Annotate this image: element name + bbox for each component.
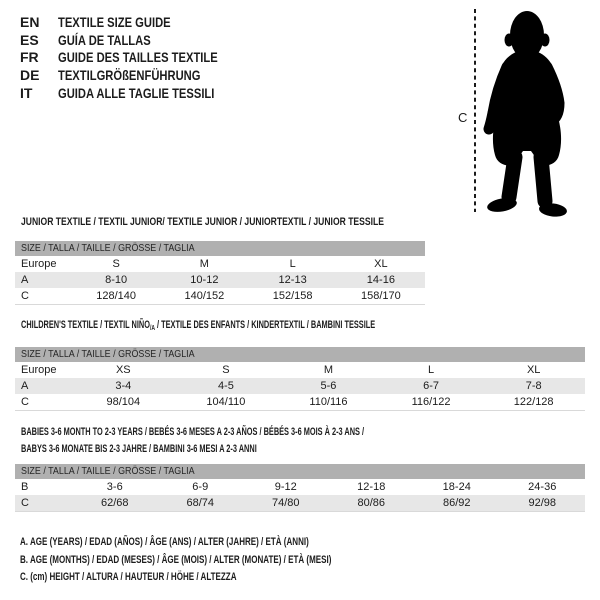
footnote-a: A. AGE (YEARS) / EDAD (AÑOS) / ÂGE (ANS) / ALTER (JAHRE) / ETÀ (ANNI) <box>20 536 309 548</box>
row-label: C <box>21 290 29 302</box>
size-header-bar: SIZE / TALLA / TAILLE / GRÖSSE / TAGLIA <box>15 347 585 362</box>
size-cell: 98/104 <box>106 396 141 408</box>
row-label: Europe <box>21 258 57 270</box>
size-cell: 110/116 <box>309 396 348 408</box>
babies-textile-section <box>15 424 585 512</box>
size-cell: 62/68 <box>100 497 129 509</box>
size-cell: 7-8 <box>525 380 542 392</box>
size-cell: L <box>428 364 435 376</box>
language-row-it <box>20 85 258 103</box>
size-cell: 6-7 <box>423 380 440 392</box>
size-cell: 6-9 <box>192 481 209 493</box>
language-code: EN <box>20 14 40 30</box>
childrens-size-table <box>15 347 585 411</box>
language-header <box>20 14 258 102</box>
row-label: Europe <box>21 364 57 376</box>
size-cell: 86/92 <box>442 497 471 509</box>
junior-table-title: JUNIOR TEXTILE / TEXTIL JUNIOR/ TEXTILE JUNIOR / JUNIORTEXTIL / JUNIOR TESSILE <box>21 216 384 228</box>
row-label: B <box>21 481 29 493</box>
language-row-fr <box>20 49 258 67</box>
size-cell: XL <box>374 258 388 270</box>
table-row-europe <box>15 362 585 378</box>
footnote-c: C. (cm) HEIGHT / ALTURA / HAUTEUR / HÖHE / ALTEZZA <box>20 571 237 583</box>
language-code: IT <box>20 84 33 101</box>
height-measure-figure <box>450 5 600 227</box>
size-cell: XS <box>115 364 131 376</box>
language-label: GUIDA ALLE TAGLIE TESSILI <box>58 84 215 101</box>
size-cell: M <box>323 364 334 376</box>
table-row-c <box>15 288 425 304</box>
babies-table-title: BABIES 3-6 MONTH TO 2-3 YEARS / BEBÉS 3-6 MESES A 2-3 AÑOS / BÉBÉS 3-6 MOIS À 2-3 ANS / BABYS 3-6 MONATE BIS 2-3 JAHRE / BAMBINI 3-6 MESI A 2-3 ANNI <box>21 426 365 455</box>
table-row-a <box>15 272 425 288</box>
table-row-europe <box>15 256 425 272</box>
size-cell: 92/98 <box>528 497 557 509</box>
language-code: FR <box>20 49 39 66</box>
language-label: TEXTILGRÖßENFÜHRUNG <box>58 67 201 84</box>
size-cell: 9-12 <box>274 481 297 493</box>
row-label: C <box>21 396 29 408</box>
size-cell: 140/152 <box>184 290 225 302</box>
size-cell: 104/110 <box>206 396 246 408</box>
size-cell: 12-18 <box>357 481 386 493</box>
baby-silhouette-icon <box>486 11 568 218</box>
size-cell: 24-36 <box>528 481 557 493</box>
table-row-c <box>15 394 585 410</box>
size-cell: 68/74 <box>186 497 215 509</box>
size-cell: XL <box>526 364 541 376</box>
size-cell: 4-5 <box>217 380 234 392</box>
language-row-es <box>20 32 258 50</box>
childrens-table-title: CHILDREN'S TEXTILE / TEXTIL $NIÑO_{/A}$ / TEXTILE DES ENFANTS / KINDERTEXTIL / BAMBINI TESSILE <box>21 319 376 332</box>
size-cell: 3-4 <box>115 380 132 392</box>
size-cell: L <box>289 258 296 270</box>
row-label: A <box>21 380 29 392</box>
language-label: TEXTILE SIZE GUIDE <box>58 14 171 30</box>
size-header-bar: SIZE / TALLA / TAILLE / GRÖSSE / TAGLIA <box>15 464 585 479</box>
size-cell: 116/122 <box>411 396 451 408</box>
size-cell: 12-13 <box>278 274 307 286</box>
size-cell: 10-12 <box>190 274 219 286</box>
table-row-a <box>15 378 585 394</box>
size-cell: 8-10 <box>105 274 128 286</box>
size-cell: 80/86 <box>357 497 386 509</box>
language-row-en <box>20 14 258 32</box>
size-cell: 158/170 <box>360 290 401 302</box>
junior-textile-section <box>15 216 486 305</box>
size-cell: 152/158 <box>272 290 313 302</box>
footnotes <box>20 534 447 587</box>
language-code: DE <box>20 67 40 84</box>
size-cell: 18-24 <box>442 481 471 493</box>
row-label: A <box>21 274 29 286</box>
size-cell: S <box>112 258 120 270</box>
junior-size-table <box>15 241 425 305</box>
language-label: GUIDE DES TAILLES TEXTILE <box>58 49 218 66</box>
size-cell: 5-6 <box>320 380 337 392</box>
size-cell: M <box>199 258 209 270</box>
table-row-b <box>15 479 585 495</box>
title-subscript: /A <box>149 323 155 332</box>
language-code: ES <box>20 31 39 48</box>
language-label: GUÍA DE TALLAS <box>58 31 151 48</box>
size-cell: 14-16 <box>366 274 395 286</box>
size-cell: 74/80 <box>271 497 300 509</box>
size-cell: 3-6 <box>106 481 123 493</box>
language-row-de <box>20 67 258 85</box>
babies-size-table <box>15 464 585 512</box>
footnote-b: B. AGE (MONTHS) / EDAD (MESES) / ÂGE (MOIS) / ALTER (MONATE) / ETÀ (MESI) <box>20 553 332 566</box>
childrens-textile-section <box>15 319 585 411</box>
size-cell: 122/128 <box>513 396 554 408</box>
row-label: C <box>21 497 29 509</box>
height-figure-svg <box>450 5 600 227</box>
size-cell: S <box>222 364 230 376</box>
size-cell: 128/140 <box>96 290 136 302</box>
measure-c-label: C <box>458 110 468 125</box>
size-header-bar: SIZE / TALLA / TAILLE / GRÖSSE / TAGLIA <box>15 241 425 256</box>
table-row-c <box>15 495 585 511</box>
